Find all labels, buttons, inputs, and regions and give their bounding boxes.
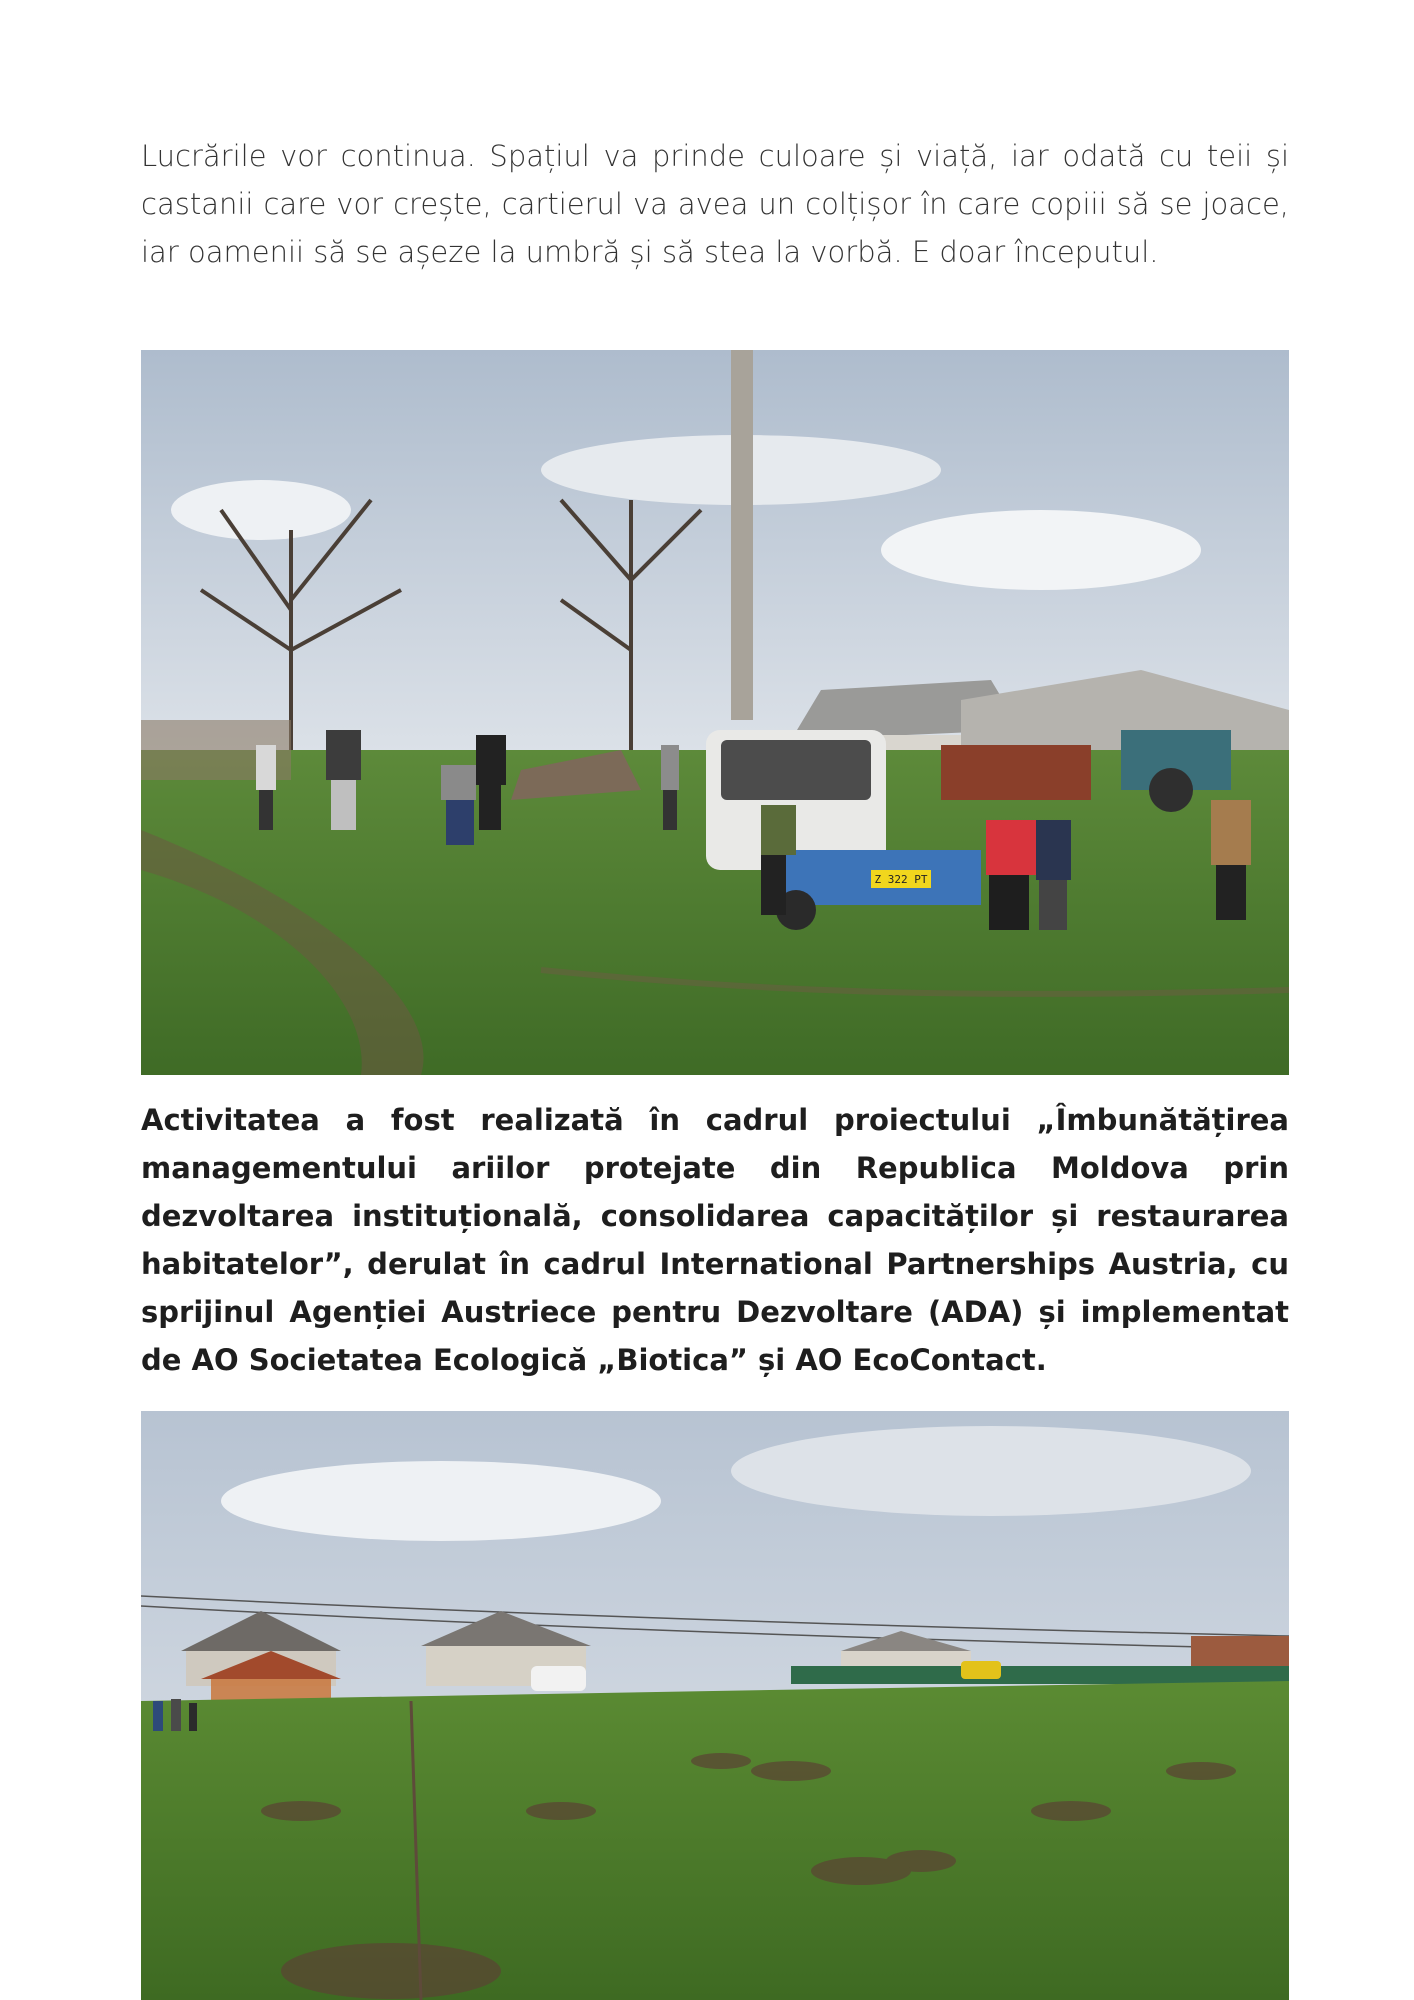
village-field-photo bbox=[141, 1411, 1289, 2000]
intro-paragraph: Lucrările vor continua. Spațiul va prinde culoare și viață, iar odată cu teii și castanii care vor crește, cartierul va avea un colțișor în care copiii să se joace, iar oamenii să se așeze la umbră și să stea la vorbă. E doar începutul. bbox=[141, 139, 1289, 269]
tree-planting-photo bbox=[141, 350, 1289, 1075]
project-credits-paragraph: Activitatea a fost realizată în cadrul proiectului „Îmbunătățirea managementului ariilor protejate din Republica Moldova prin dezvoltarea instituțională, consolidarea capacităților și restaurarea habitatelor”, derulat în cadrul International Partnerships Austria, cu sprijinul Agenției Austriece pentru Dezvoltare (ADA) și implementat de AO Societatea Ecologică „Biotica” și AO EcoContact. bbox=[141, 1103, 1289, 1377]
license-plate: Z 322 PT bbox=[874, 873, 928, 886]
